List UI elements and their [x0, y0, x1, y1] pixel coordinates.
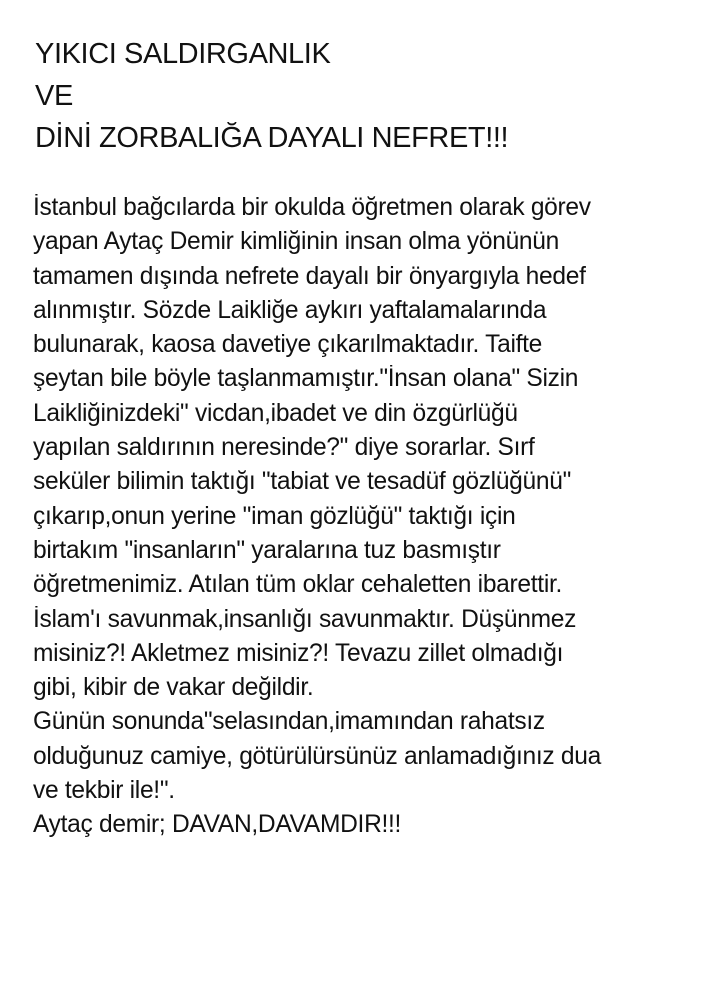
title-line-3: DİNİ ZORBALIĞA DAYALI NEFRET!!! [35, 122, 509, 154]
body-line: yapan Aytaç Demir kimliğinin insan olma yönünün [33, 228, 560, 256]
body-line: şeytan bile böyle taşlanmamıştır."İnsan olana" Sizin [33, 365, 579, 393]
body-line: alınmıştır. Sözde Laikliğe aykırı yaftalamalarında [33, 296, 547, 324]
body-line: yapılan saldırının neresinde?" diye sorarlar. Sırf [33, 434, 535, 462]
body-line: Aytaç demir; DAVAN,DAVAMDIR!!! [33, 811, 402, 839]
document-body [33, 191, 717, 843]
body-line: İstanbul bağcılarda bir okulda öğretmen olarak görev [33, 194, 591, 221]
body-line: seküler bilimin taktığı "tabiat ve tesadüf gözlüğünü" [33, 468, 572, 496]
body-line: misiniz?! Akletmez misiniz?! Tevazu zillet olmadığı [33, 639, 564, 667]
document-title [35, 33, 508, 159]
body-line: birtakım "insanların" yaralarına tuz basmıştır [33, 536, 501, 564]
body-line: Günün sonunda"selasından,imamından rahatsız [33, 708, 545, 736]
body-line: tamamen dışında nefrete dayalı bir önyargıyla hedef [33, 262, 586, 290]
body-line: gibi, kibir de vakar değildir. [33, 674, 314, 702]
body-line: ve tekbir ile!". [33, 777, 175, 805]
body-line: olduğunuz camiye, götürülürsünüz anlamadığınız dua [33, 742, 601, 770]
body-line: bulunarak, kaosa davetiye çıkarılmaktadır. Taifte [33, 331, 543, 359]
title-line-2: VE [35, 80, 73, 112]
body-line: öğretmenimiz. Atılan tüm oklar cehaletten ibarettir. [33, 571, 563, 599]
body-line: İslam'ı savunmak,insanlığı savunmaktır. Düşünmez [33, 605, 577, 633]
body-line: Laikliğinizdeki" vicdan,ibadet ve din özgürlüğü [33, 399, 518, 427]
title-line-1: YIKICI SALDIRGANLIK [35, 38, 331, 70]
body-line: çıkarıp,onun yerine "iman gözlüğü" taktığı için [33, 502, 516, 530]
